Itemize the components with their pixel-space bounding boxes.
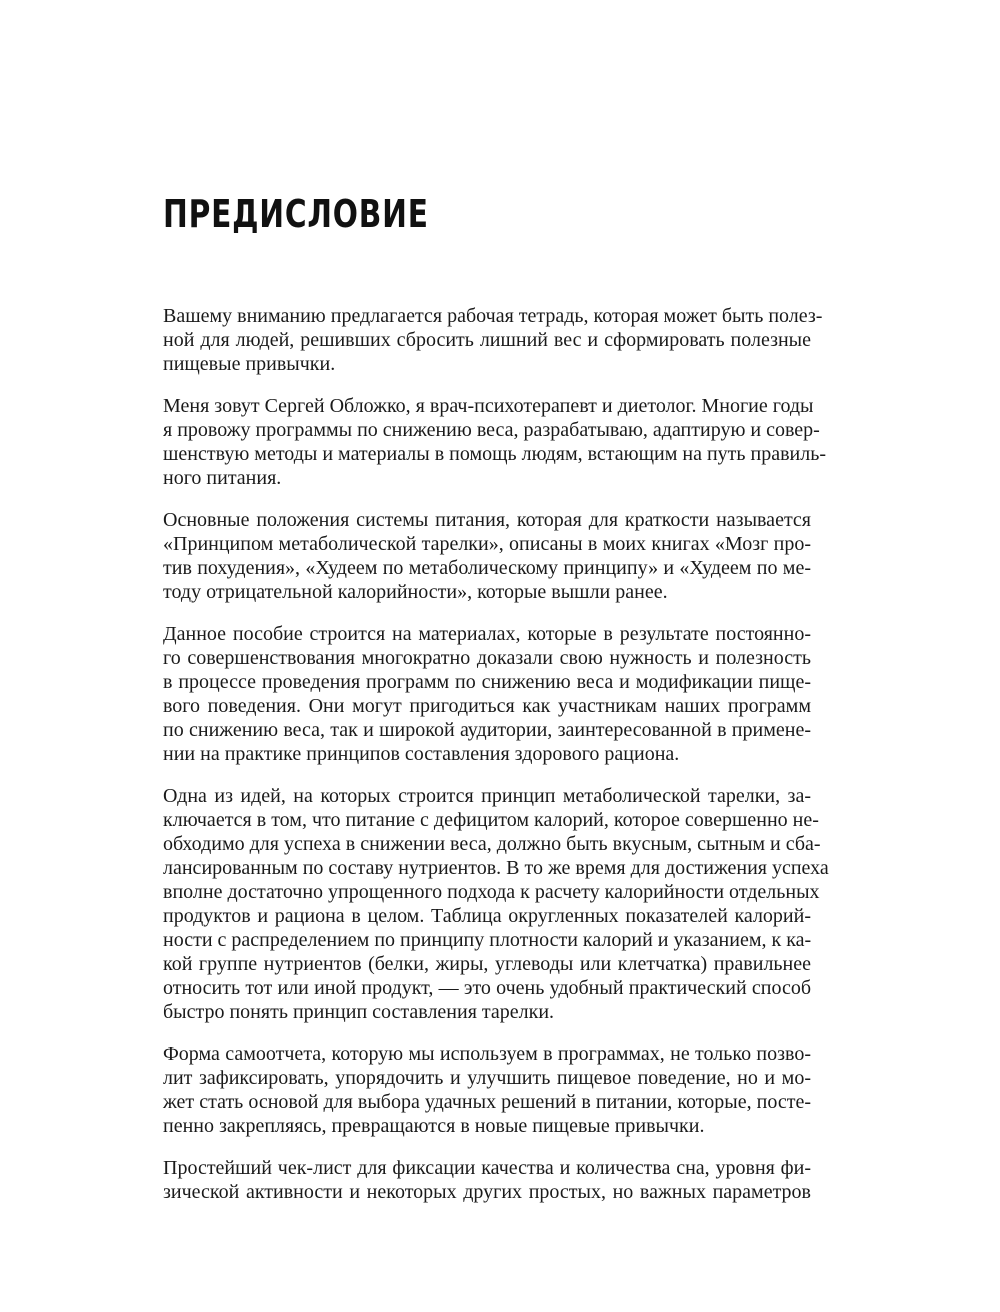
text-line: тив похудения», «Худеем по метаболическому принципу» и «Худеем по ме- (163, 557, 811, 579)
text-line: быстро понять принцип составления тарелки. (163, 1001, 555, 1023)
text-line: Вашему вниманию предлагается рабочая тетрадь, которая может быть полез- (163, 305, 823, 327)
text-line: ной для людей, решивших сбросить лишний вес и сформировать полезные (163, 329, 811, 351)
text-line: по снижению веса, так и широкой аудитории, заинтересованной в примене- (163, 719, 811, 741)
text-line: ключается в том, что питание с дефицитом калорий, которое совершенно не- (163, 809, 819, 831)
text-line: Простейший чек-лист для фиксации качества и количества сна, уровня фи- (163, 1157, 811, 1179)
text-line: Основные положения системы питания, которая для краткости называется (163, 509, 811, 531)
text-line: в процессе проведения программ по снижению веса и модификации пище- (163, 671, 811, 693)
text-line: Форма самоотчета, которую мы используем в программах, не только позво- (163, 1043, 811, 1065)
text-line: относить тот или иной продукт, — это очень удобный практический способ (163, 977, 811, 999)
paragraph-3 (163, 508, 811, 604)
paragraph-6 (163, 1042, 811, 1138)
text-line: лит зафиксировать, упорядочить и улучшить пищевое поведение, но и мо- (163, 1067, 811, 1089)
text-line: ного питания. (163, 467, 282, 489)
text-line: пищевые привычки. (163, 353, 336, 375)
text-line: зической активности и некоторых других простых, но важных параметров (163, 1181, 811, 1203)
paragraph-4 (163, 622, 811, 766)
paragraph-5 (163, 784, 829, 1024)
text-line: Меня зовут Сергей Обложко, я врач-психотерапевт и диетолог. Многие годы (163, 395, 814, 417)
text-line: пенно закрепляясь, превращаются в новые пищевые привычки. (163, 1115, 705, 1137)
text-line: лансированным по составу нутриентов. В то же время для достижения успеха (163, 857, 829, 879)
body-text (163, 304, 829, 1222)
text-line: нии на практике принципов составления здорового рациона. (163, 743, 680, 765)
text-line: Данное пособие строится на материалах, которые в результате постоянно- (163, 623, 811, 645)
text-line: продуктов и рациона в целом. Таблица округленных показателей калорий- (163, 905, 811, 927)
text-line: вого поведения. Они могут пригодиться как участникам наших программ (163, 695, 811, 717)
text-line: го совершенствования многократно доказали свою нужность и полезность (163, 647, 811, 669)
text-line: «Принципом метаболической тарелки», описаны в моих книгах «Мозг про- (163, 533, 811, 555)
text-line: шенствую методы и материалы в помощь людям, встающим на путь правиль- (163, 443, 826, 465)
text-line: вполне достаточно упрощенного подхода к расчету калорийности отдельных (163, 881, 820, 903)
paragraph-2 (163, 394, 826, 490)
paragraph-7 (163, 1156, 811, 1204)
page-title: ПРЕДИСЛОВИЕ (163, 192, 429, 236)
text-line: ности с распределением по принципу плотности калорий и указанием, к ка- (163, 929, 812, 951)
text-line: жет стать основой для выбора удачных решений в питании, которые, посте- (163, 1091, 811, 1113)
paragraph-1 (163, 304, 823, 376)
text-line: обходимо для успеха в снижении веса, должно быть вкусным, сытным и сба- (163, 833, 821, 855)
text-line: я провожу программы по снижению веса, разрабатываю, адаптирую и совер- (163, 419, 820, 441)
text-line: тоду отрицательной калорийности», которые вышли ранее. (163, 581, 668, 603)
text-line: кой группе нутриентов (белки, жиры, углеводы или клетчатка) правильнее (163, 953, 811, 975)
text-line: Одна из идей, на которых строится принцип метаболической тарелки, за- (163, 785, 811, 807)
